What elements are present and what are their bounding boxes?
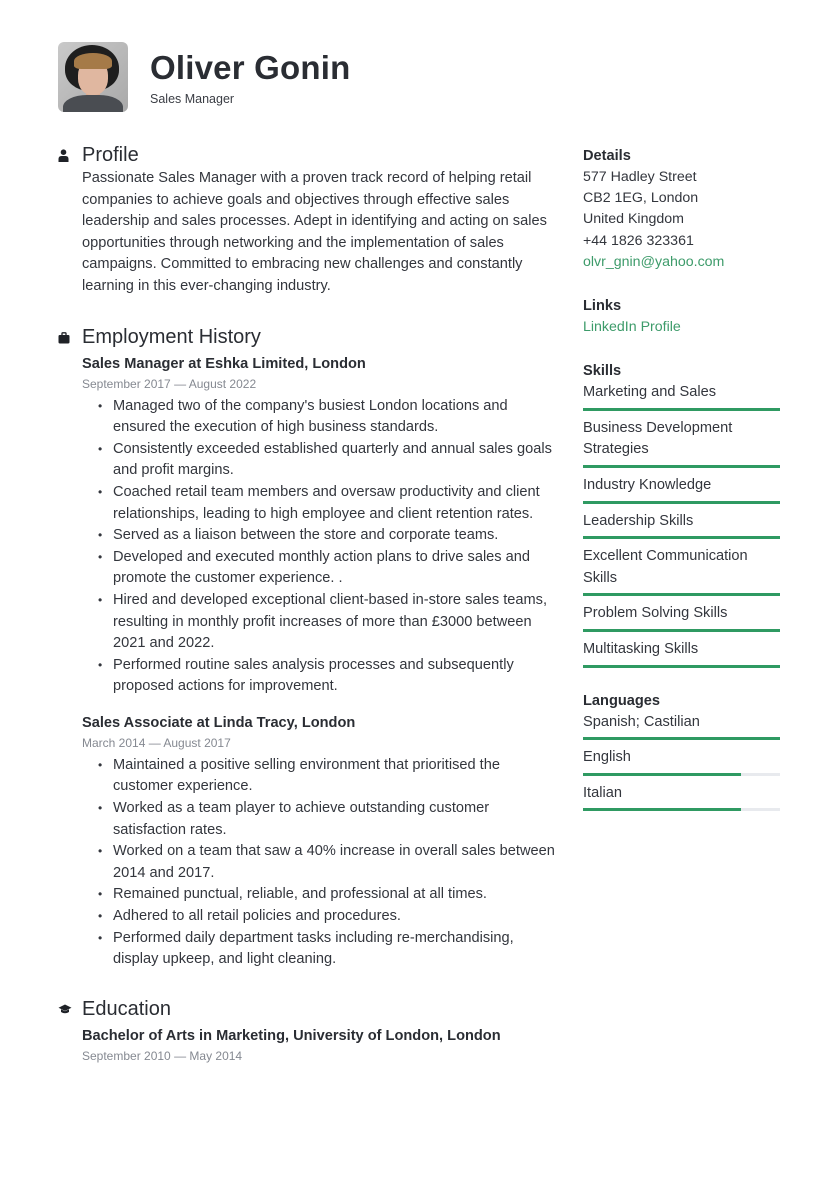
language-level-fill xyxy=(583,737,780,740)
languages-section xyxy=(583,691,780,819)
language-item xyxy=(583,712,780,748)
bullet-item: • Performed routine sales analysis processes and subsequently proposed actions for improvement. xyxy=(98,655,558,698)
language-label: English xyxy=(583,749,631,766)
language-label: Spanish; Castilian xyxy=(583,713,700,730)
bullet-item: • Developed and executed monthly action plans to drive sales and promote the customer experience. . xyxy=(98,547,558,590)
job-dates: March 2014 — August 2017 xyxy=(82,735,231,750)
job-entry xyxy=(58,353,558,698)
section-title: Profile xyxy=(82,143,139,166)
skill-level-bar xyxy=(583,536,780,539)
skills-title: Skills xyxy=(583,363,622,380)
skill-label: Business Development Strategies xyxy=(583,419,733,458)
language-level-bar xyxy=(583,808,780,811)
skill-level-bar xyxy=(583,665,780,668)
skill-level-fill xyxy=(583,593,780,596)
skill-level-bar xyxy=(583,593,780,596)
name-block xyxy=(150,48,350,106)
degree-title: Bachelor of Arts in Marketing, University of London, London xyxy=(82,1027,501,1044)
education-heading xyxy=(58,997,558,1023)
bullet-item: • Served as a liaison between the store and corporate teams. xyxy=(98,525,558,547)
education-entry xyxy=(58,1025,558,1065)
country: United Kingdom xyxy=(583,211,684,228)
job-title: Sales Associate at Linda Tracy, London xyxy=(82,714,356,731)
job-dates: September 2017 — August 2022 xyxy=(82,376,257,391)
email-link[interactable]: olvr_gnin@yahoo.com xyxy=(583,253,725,270)
bullet-item: • Consistently exceeded established quarterly and annual sales goals and profit margins. xyxy=(98,439,558,482)
skill-level-fill xyxy=(583,465,780,468)
bullet-item: • Hired and developed exceptional client-based in-store sales teams, resulting in monthly profit increases of more than £3000 between 2021 and 2022. xyxy=(98,590,558,655)
job-entry xyxy=(58,712,558,971)
language-level-fill xyxy=(583,773,741,776)
links-section xyxy=(583,296,780,338)
section-title: Employment History xyxy=(82,326,261,349)
skill-item xyxy=(583,546,780,603)
skill-item xyxy=(583,603,780,639)
education-dates: September 2010 — May 2014 xyxy=(82,1048,243,1063)
bullet-item: • Worked as a team player to achieve outstanding customer satisfaction rates. xyxy=(98,798,558,841)
phone-number: +44 1826 323361 xyxy=(583,232,694,249)
skill-label: Marketing and Sales xyxy=(583,384,717,401)
job-bullets xyxy=(82,755,558,971)
skill-level-fill xyxy=(583,408,780,411)
details-section xyxy=(583,146,780,273)
sidebar xyxy=(583,146,780,818)
language-label: Italian xyxy=(583,784,622,801)
bullet-item: • Performed daily department tasks including re-merchandising, display upkeep, and light cleaning. xyxy=(98,928,558,971)
bullet-item: • Remained punctual, reliable, and professional at all times. xyxy=(98,884,558,906)
skill-level-fill xyxy=(583,665,780,668)
language-level-bar xyxy=(583,773,780,776)
job-bullets xyxy=(82,396,558,698)
resume-header xyxy=(58,42,350,112)
language-level-bar xyxy=(583,737,780,740)
graduation-cap-icon xyxy=(58,1004,82,1015)
bullet-item: • Adhered to all retail policies and procedures. xyxy=(98,906,558,928)
skill-level-bar xyxy=(583,501,780,504)
linkedin-profile-link[interactable]: LinkedIn Profile xyxy=(583,319,681,336)
language-item xyxy=(583,783,780,819)
briefcase-icon xyxy=(58,332,82,344)
section-title: Education xyxy=(82,998,171,1021)
skill-level-fill xyxy=(583,536,780,539)
employment-section xyxy=(58,325,558,971)
employment-heading xyxy=(58,325,558,351)
job-title: Sales Manager at Eshka Limited, London xyxy=(82,355,366,372)
profile-section xyxy=(58,142,558,298)
skill-label: Excellent Communication Skills xyxy=(583,548,748,586)
skill-item xyxy=(583,639,780,675)
skills-section xyxy=(583,361,780,674)
skill-level-fill xyxy=(583,501,780,504)
education-section xyxy=(58,997,558,1065)
skill-label: Problem Solving Skills xyxy=(583,605,728,622)
bullet-item: • Coached retail team members and oversaw productivity and client relationships, leading to high employee and client retention rates. xyxy=(98,482,558,525)
skill-level-bar xyxy=(583,408,780,411)
bullet-item: • Worked on a team that saw a 40% increase in overall sales between 2014 and 2017. xyxy=(98,841,558,884)
language-item xyxy=(583,747,780,783)
candidate-job-title: Sales Manager xyxy=(150,92,235,106)
profile-photo xyxy=(58,42,128,112)
language-level-fill xyxy=(583,808,741,811)
languages-title: Languages xyxy=(583,692,661,709)
details-title: Details xyxy=(583,148,631,164)
photo-shirt-shape xyxy=(63,95,123,112)
bullet-item: • Managed two of the company's busiest London locations and ensured the execution of high business standards. xyxy=(98,396,558,439)
skill-level-bar xyxy=(583,465,780,468)
skill-level-bar xyxy=(583,629,780,632)
skill-label: Industry Knowledge xyxy=(583,477,712,493)
skill-level-fill xyxy=(583,629,780,632)
bullet-item: • Maintained a positive selling environment that prioritised the customer experience. xyxy=(98,755,558,798)
photo-hair-shape xyxy=(74,53,112,69)
candidate-name: Oliver Gonin xyxy=(150,49,351,86)
address-line-2: CB2 1EG, London xyxy=(583,190,699,207)
skill-label: Leadership Skills xyxy=(583,512,694,529)
skill-item xyxy=(583,511,780,547)
main-column xyxy=(58,142,558,1068)
skill-label: Multitasking Skills xyxy=(583,640,699,657)
profile-heading xyxy=(58,142,558,168)
profile-summary: Passionate Sales Manager with a proven track record of helping retail companies to achieve goals and objectives through effective sales leadership and sales processes. Adept in identifying and acting on sales opportunities through networking and the implementation of sales campaigns. Committed to embracing new challenges and constantly learning in this ever-changing industry. xyxy=(82,170,547,294)
skill-item xyxy=(583,418,780,475)
address-line-1: 577 Hadley Street xyxy=(583,169,697,185)
links-title: Links xyxy=(583,298,622,315)
skill-item xyxy=(583,382,780,418)
skill-item xyxy=(583,475,780,511)
person-icon xyxy=(58,149,82,162)
